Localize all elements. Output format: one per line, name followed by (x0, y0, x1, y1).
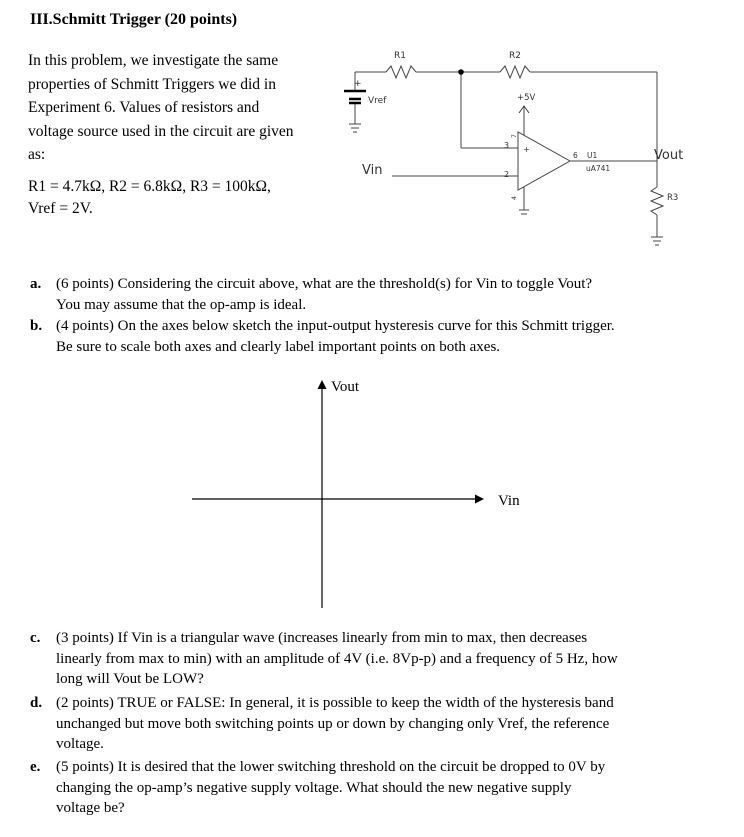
part-label: uA741 (586, 164, 611, 173)
question-label: a. (30, 276, 42, 292)
u1-label: U1 (587, 151, 598, 160)
supply-label: +5V (517, 93, 536, 103)
question-line: (2 points) TRUE or FALSE: In general, it is possible to keep the width of the hysteresis band (56, 695, 614, 711)
question-line: long will Vout be LOW? (56, 671, 204, 687)
vref-label: Vref (368, 96, 387, 106)
pin3-label: 3 (504, 141, 510, 150)
battery-plus-label: + (354, 79, 362, 89)
resistor-r3 (651, 187, 663, 215)
question-label: b. (30, 318, 43, 334)
question-line: unchanged but move both switching points up or down by changing only Vref, the reference (56, 715, 610, 732)
intro-line: voltage source used in the circuit are given (28, 122, 294, 140)
r1-label: R1 (394, 51, 406, 61)
values-line: Vref = 2V. (28, 200, 93, 217)
pin2-label: 2 (504, 170, 510, 179)
question-line: (6 points) Considering the circuit above, what are the threshold(s) for Vin to toggle Vout? (56, 276, 593, 292)
question-line: (3 points) If Vin is a triangular wave (increases linearly from min to max, then decreases (56, 630, 588, 646)
r3-label: R3 (667, 193, 679, 203)
y-axis-label: Vout (331, 379, 360, 395)
component-values (28, 176, 271, 220)
vout-label: Vout (654, 148, 684, 163)
intro-line: properties of Schmitt Triggers we did in (28, 75, 276, 93)
resistor-r1 (386, 66, 416, 78)
intro-line: as: (28, 146, 46, 163)
question-line: (5 points) It is desired that the lower switching threshold on the circuit be dropped to 0V by (56, 759, 606, 775)
values-line: R1 = 4.7kΩ, R2 = 6.8kΩ, R3 = 100kΩ, (28, 178, 271, 195)
pin7-label: 7 (511, 134, 518, 138)
x-axis-label: Vin (498, 493, 520, 509)
pin4-label: 4 (511, 196, 518, 200)
question-line: You may assume that the op-amp is ideal. (56, 296, 307, 313)
intro-line: Experiment 6. Values of resistors and (28, 99, 260, 116)
opamp-plus-sign: + (523, 145, 530, 154)
vin-label: Vin (362, 163, 383, 178)
intro-line: In this problem, we investigate the same (28, 52, 279, 69)
resistor-r2 (500, 66, 530, 78)
x-axis-arrow (475, 495, 484, 504)
question-line: changing the op-amp’s negative supply voltage. What should the new negative supply (56, 779, 572, 796)
question-label: e. (30, 759, 41, 775)
question-line: voltage be? (56, 800, 125, 816)
question-line: Be sure to scale both axes and clearly label important points on both axes. (56, 338, 501, 355)
opamp-triangle (518, 132, 570, 190)
question-label: d. (30, 695, 43, 711)
question-label: c. (30, 630, 41, 646)
y-axis-arrow (318, 380, 327, 389)
problem-title: III.Schmitt Trigger (20 points) (30, 11, 238, 28)
hysteresis-axes (180, 372, 540, 612)
problem-intro (28, 49, 328, 167)
pin6-label: 6 (573, 151, 578, 160)
question-line: linearly from max to min) with an amplitude of 4V (i.e. 8Vp-p) and a frequency of 5 Hz, how (56, 650, 618, 667)
schmitt-trigger-circuit (330, 40, 710, 260)
junction-dot (458, 69, 464, 75)
question-line: voltage. (56, 736, 104, 752)
r2-label: R2 (509, 51, 521, 61)
question-line: (4 points) On the axes below sketch the input-output hysteresis curve for this Schmitt trigger. (56, 318, 615, 334)
